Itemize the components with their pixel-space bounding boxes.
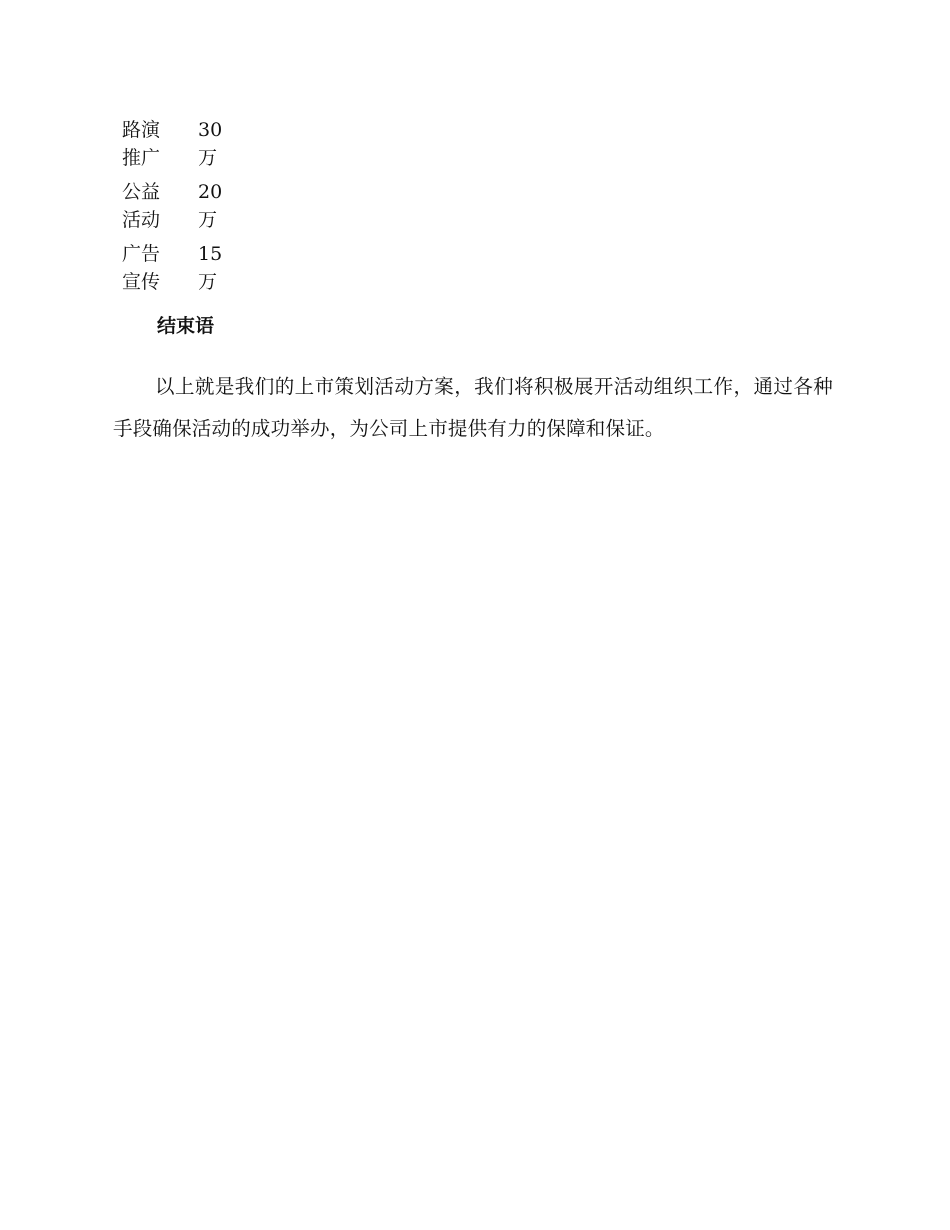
budget-amount-text: 15: [198, 243, 223, 265]
budget-item-cell: [122, 116, 198, 178]
budget-item-text: 公益: [122, 181, 161, 203]
budget-item-text: 推广: [122, 147, 161, 169]
budget-item-text: 广告: [122, 243, 161, 265]
budget-amount-unit: 万: [198, 271, 218, 293]
budget-item-cell: [122, 240, 198, 302]
budget-amount-text: 20: [198, 181, 223, 203]
budget-item-text: 宣传: [122, 271, 161, 293]
budget-amount-text: 30: [198, 119, 223, 141]
budget-amount-unit: 万: [198, 209, 218, 231]
budget-amount-unit: 万: [198, 147, 218, 169]
budget-item-cell: [122, 178, 198, 240]
budget-item-text: 活动: [122, 209, 161, 231]
budget-table: [122, 116, 228, 302]
budget-amount-cell: [198, 116, 228, 178]
budget-amount-cell: [198, 178, 228, 240]
budget-amount-cell: [198, 240, 228, 302]
table-row: [122, 240, 228, 302]
section-heading: 结束语: [157, 315, 215, 337]
table-row: [122, 178, 228, 240]
closing-paragraph: 以上就是我们的上市策划活动方案，我们将积极展开活动组织工作，通过各种手段确保活动的成功举办，为公司上市提供有力的保障和保证。: [113, 375, 833, 440]
table-row: [122, 116, 228, 178]
budget-item-text: 路演: [122, 119, 161, 141]
